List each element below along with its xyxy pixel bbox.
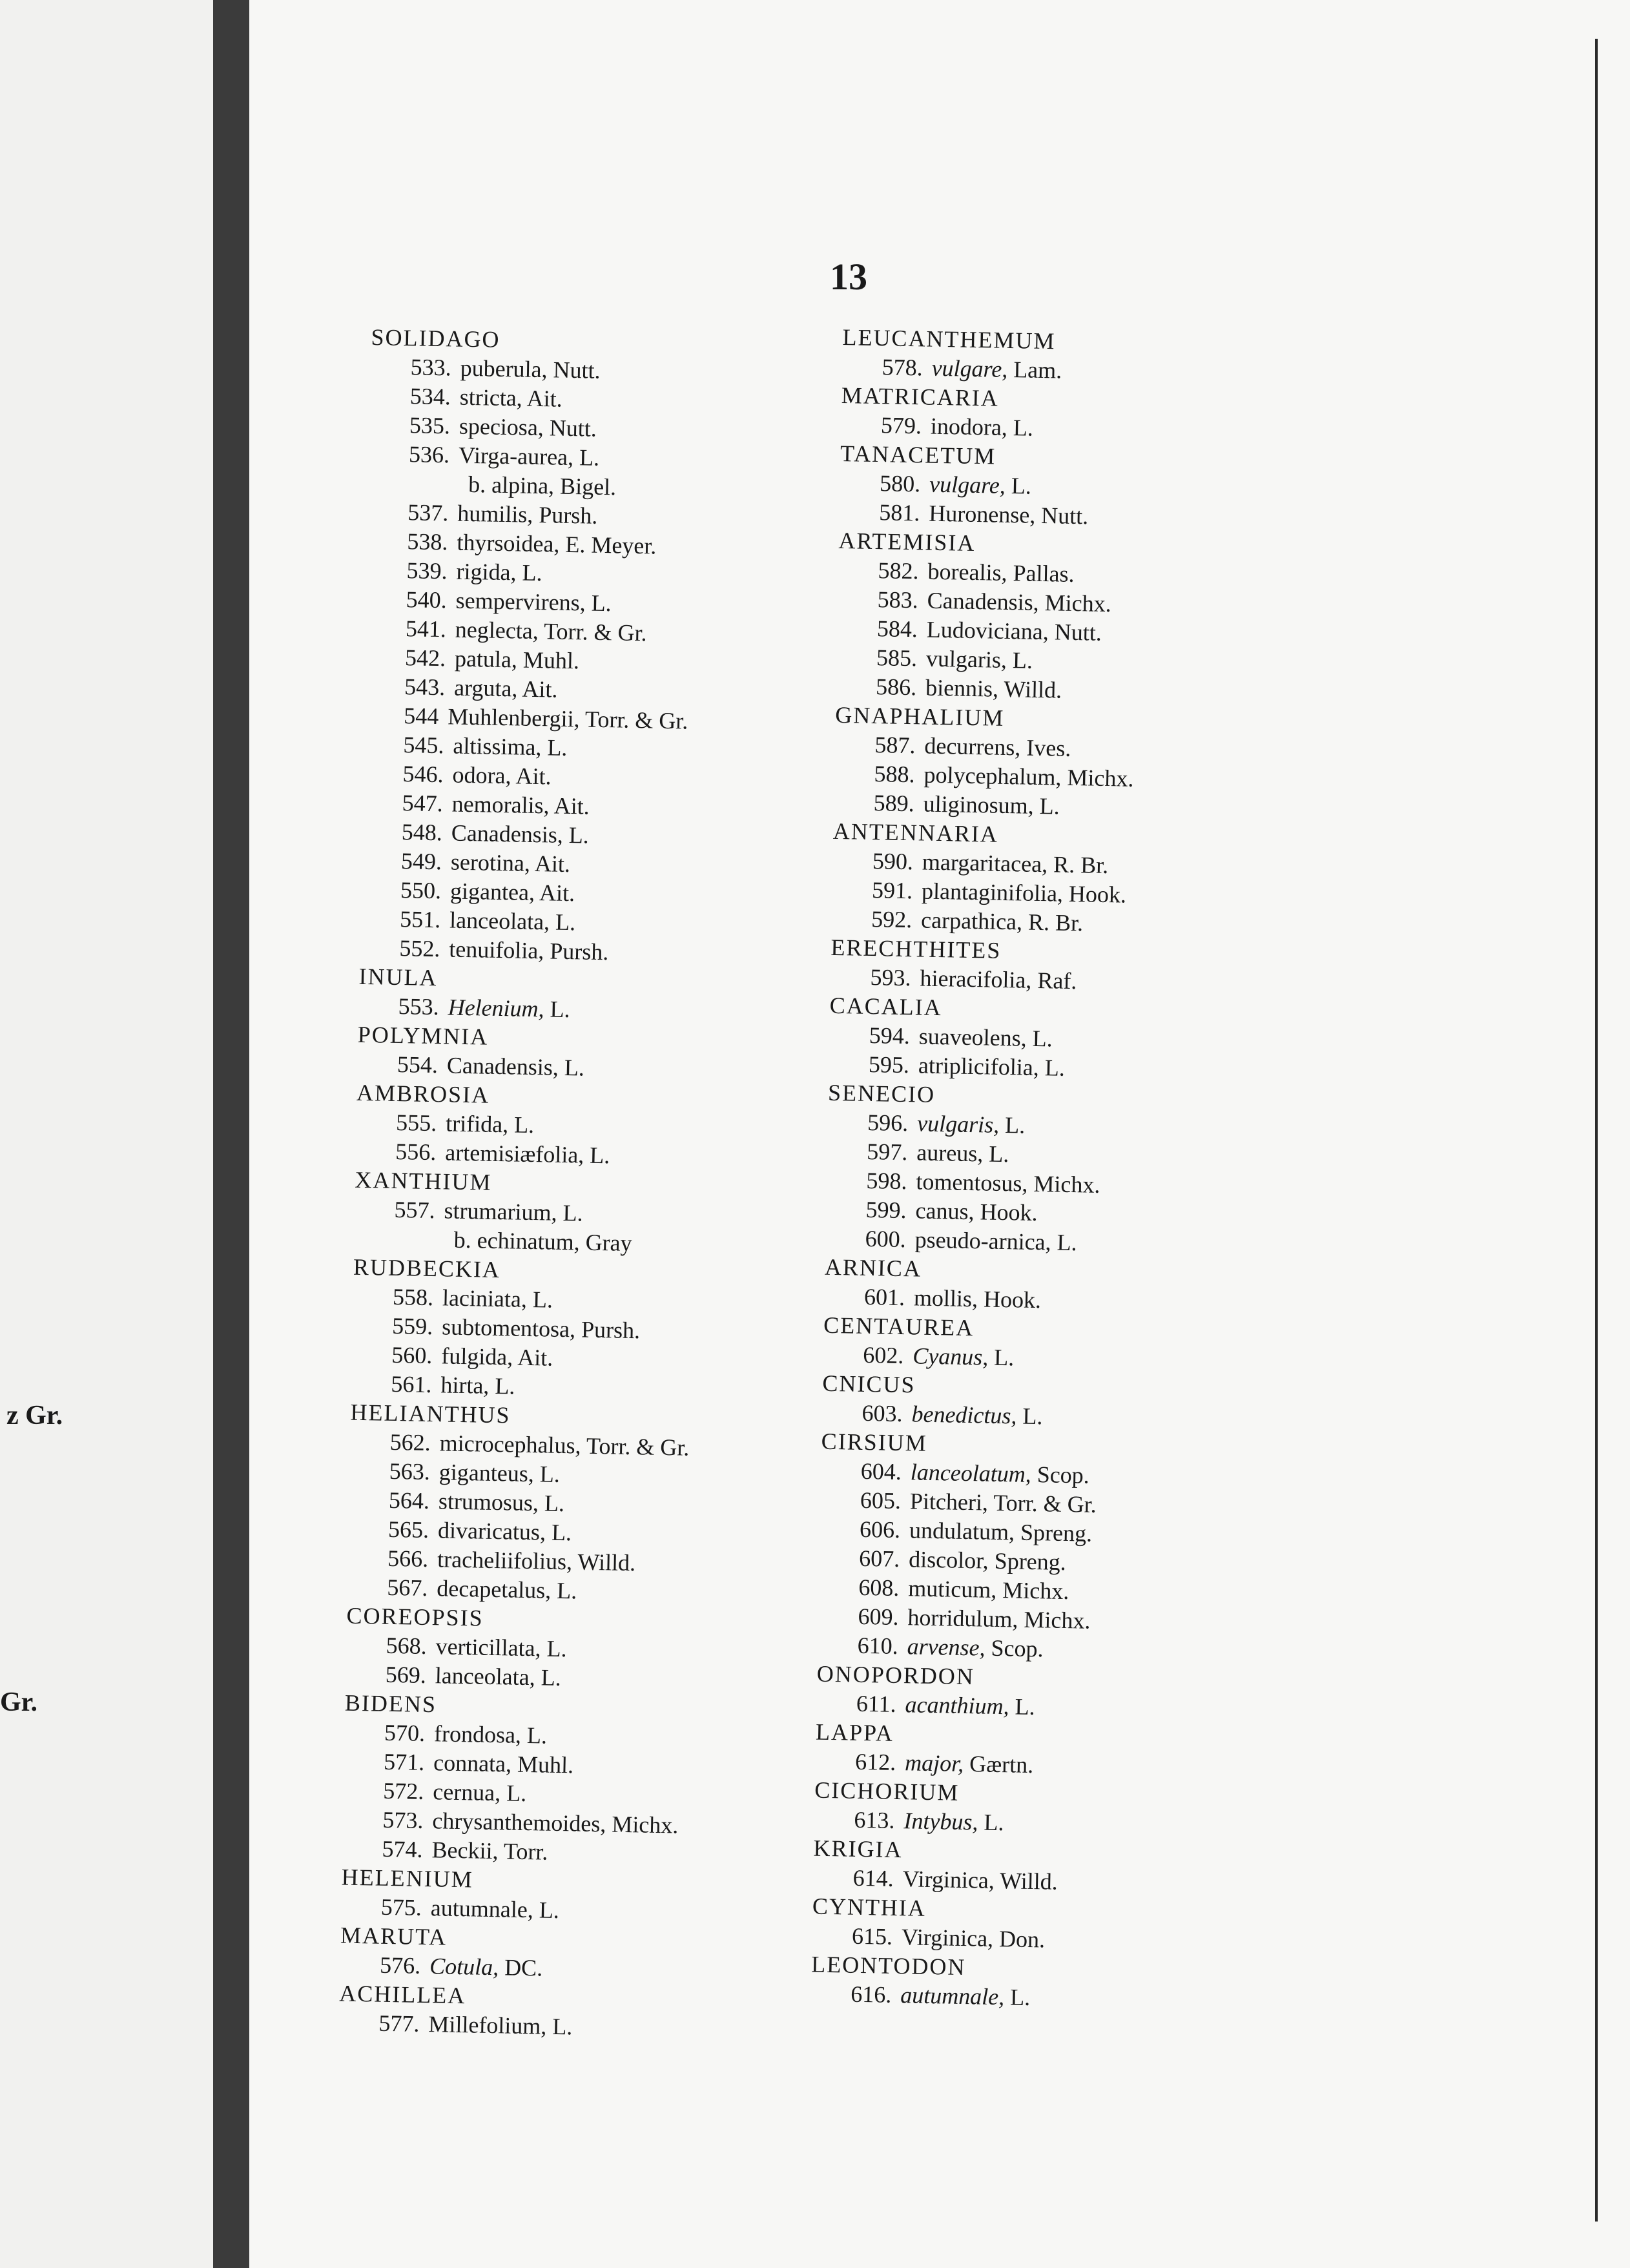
species-number: 589. [873,790,915,817]
species-number: 548. [401,819,443,846]
page-edge-line [1595,39,1598,2222]
species-name: suaveolens, [918,1023,1027,1051]
genus-heading: CICHORIUM [814,1777,960,1806]
species-name: undulatum, [909,1517,1015,1545]
species-name: arguta, [453,674,518,702]
species-number: 561. [391,1370,432,1398]
species-entry [810,1979,1111,2014]
species-name: Intybus, [903,1808,978,1835]
species-author: Michx. [1033,1170,1100,1198]
species-author: Ait. [515,763,552,790]
species-number: 550. [400,877,442,904]
species-name: vulgaris, [925,645,1007,673]
species-name: frondosa, [433,1720,522,1748]
species-number: 559. [391,1312,433,1340]
species-number: 580. [879,470,921,497]
species-author: Scop. [1037,1461,1090,1489]
species-name: nemoralis, [451,790,550,819]
species-name: Pitcheri, [909,1488,989,1516]
species-name: gigantea, [449,878,535,906]
genus-heading: ARTEMISIA [838,527,976,557]
species-author: L. [1044,1055,1066,1081]
species-name: autumnale, [430,1895,534,1923]
species-author: Michx. [1024,1606,1091,1634]
genus-heading: INULA [358,963,438,991]
species-name: acanthium, [905,1691,1009,1720]
species-number: 577. [378,2010,420,2037]
species-author: L. [1004,1112,1026,1139]
species-author: L. [539,1461,561,1487]
species-author: L. [1022,1403,1043,1430]
species-author: Hook. [980,1199,1038,1226]
genus-heading: RUDBECKIA [353,1253,501,1283]
species-author: Muhl. [517,1751,574,1778]
species-number: 578. [882,354,923,381]
species-number: 608. [858,1574,900,1602]
species-number: 540. [406,586,448,613]
species-name: Cyanus, [912,1343,989,1370]
species-number: 598. [866,1167,907,1195]
species-name: plantaginifolia, [921,878,1064,907]
species-author: Michx. [1002,1577,1069,1605]
species-author: L. [579,444,600,471]
genus-heading: LAPPA [815,1718,894,1746]
species-name: humilis, [457,500,533,528]
species-number: 542. [404,644,446,672]
species-name: horridulum, [907,1604,1018,1633]
species-author: Spreng. [994,1547,1067,1575]
species-number: 571. [383,1748,425,1775]
species-author: Ait. [534,850,571,878]
species-author: Nutt. [1040,502,1089,530]
species-author: Hook. [983,1286,1042,1314]
species-number: 581. [878,499,920,526]
book-spine [213,0,249,2268]
genus-heading: LEUCANTHEMUM [842,324,1056,355]
species-name: margaritacea, [922,849,1048,878]
species-author: L. [1012,647,1033,674]
genus-heading: HELIANTHUS [350,1399,511,1428]
species-number: 538. [407,528,448,555]
species-number: 615. [851,1923,893,1950]
species-author: Willd. [1004,675,1062,703]
genus-heading: GNAPHALIUM [834,701,1005,731]
species-author: L. [1011,473,1032,499]
species-number: 591. [871,877,913,904]
species-name: cernua, [432,1778,501,1806]
species-author: Pursh. [581,1316,641,1344]
species-number: 596. [867,1109,909,1137]
species-name: pseudo-arnica, [914,1226,1052,1255]
species-name: polycephalum, [923,761,1062,790]
species-number: 575. [380,1893,422,1921]
species-author: Pallas. [1013,560,1075,587]
species-name: sempervirens, [455,587,586,616]
species-number: 556. [395,1138,437,1166]
species-name: atriplicifolia, [918,1052,1040,1081]
species-number: 583. [877,586,919,613]
species-name: autumnale, [900,1982,1005,2010]
variety-entry: b. alpina, Bigel. [468,471,617,500]
genus-heading: SENECIO [827,1079,936,1108]
species-number: 592. [871,906,913,933]
genus-heading: CNICUS [822,1370,916,1398]
species-number: 607. [858,1545,900,1572]
species-number: 616. [850,1981,892,2008]
species-number: 595. [868,1051,910,1078]
species-author: Gærtn. [969,1751,1034,1778]
genus-heading: CACALIA [829,992,943,1021]
species-author: Ait. [522,675,558,703]
species-name: major, [904,1749,964,1777]
species-author: Torr. & Gr. [584,706,688,734]
species-name: Virginica, [902,1866,995,1893]
species-number: 585. [876,644,918,672]
species-number: 600. [865,1225,907,1253]
species-number: 601. [863,1283,905,1311]
genus-heading: MATRICARIA [841,382,1000,411]
species-author: Pursh. [538,502,598,529]
genus-heading: ONOPORDON [816,1660,975,1690]
species-author: L. [551,1519,572,1546]
species-author: Michx. [1067,764,1134,792]
species-name: Muhlenbergii, [447,703,580,732]
species-name: tomentosus, [916,1168,1028,1197]
species-number: 544 [403,703,439,730]
species-name: Canadensis, [927,587,1040,615]
species-author: L. [555,909,576,936]
species-name: Virginica, [901,1924,994,1952]
species-author: L. [539,1897,560,1924]
species-number: 563. [389,1458,431,1485]
species-number: 611. [856,1690,897,1717]
previous-page-edge [0,0,213,2268]
species-name: carpathica, [920,907,1023,935]
species-name: divaricatus, [437,1517,546,1545]
species-author: Hook. [1068,880,1127,908]
species-number: 564. [388,1487,430,1514]
page-number: 13 [830,256,867,298]
species-number: 554. [397,1051,438,1078]
species-number: 535. [409,412,451,439]
species-number: 555. [395,1109,437,1137]
species-number: 587. [874,732,916,759]
species-number: 604. [860,1458,902,1485]
species-author: L. [532,1286,553,1313]
species-author: Willd. [999,1868,1058,1895]
species-author: L. [568,822,590,849]
species-name: Huronense, [928,500,1036,528]
species-author: L. [993,1344,1015,1371]
species-author: Pursh. [549,938,609,965]
species-author: Lam. [1013,356,1062,384]
species-number: 594. [869,1022,911,1049]
genus-heading: SOLIDAGO [371,324,500,353]
genus-heading: AMBROSIA [356,1079,490,1108]
species-name: tenuifolia, [449,936,544,964]
species-number: 541. [405,615,447,643]
species-author: Torr. [503,1838,548,1865]
species-author: Torr. & Gr. [993,1489,1097,1518]
species-name: mollis, [913,1284,978,1312]
species-author: L. [556,1577,577,1604]
species-number: 562. [389,1428,431,1456]
species-author: Nutt. [553,356,601,384]
species-number: 543. [404,674,446,701]
species-number: 606. [859,1516,901,1543]
species-number: 552. [399,935,440,962]
species-name: connata, [433,1749,512,1777]
species-name: speciosa, [459,413,544,441]
genus-heading: COREOPSIS [346,1602,484,1631]
species-number: 537. [407,499,449,526]
species-name: Helenium, [448,994,545,1022]
species-author: L. [550,996,571,1023]
species-number: 539. [406,557,448,584]
species-name: hieracifolia, [920,965,1032,993]
species-name: Cotula, [429,1953,499,1981]
genus-heading: ANTENNARIA [832,818,999,847]
species-name: vulgaris, [916,1110,1000,1138]
species-name: Ludoviciana, [926,616,1049,645]
species-name: verticillata, [435,1633,541,1662]
left-column [338,323,711,2044]
species-name: decapetalus, [437,1575,552,1603]
species-author: DC. [504,1954,543,1981]
species-author: L. [495,1372,515,1399]
genus-heading: LEONTODON [810,1951,966,1981]
species-number: 579. [880,412,922,439]
species-author: Spreng. [1020,1519,1093,1547]
species-author: Nutt. [549,415,597,442]
species-number: 584. [876,615,918,643]
species-name: laciniata, [442,1284,528,1312]
species-name: odora, [452,761,511,789]
species-number: 560. [391,1341,433,1369]
species-author: L. [513,1111,535,1139]
species-number: 547. [402,790,444,817]
species-number: 557. [394,1196,436,1224]
species-author: L. [547,734,568,761]
species-name: serotina, [450,849,531,876]
species-author: Torr. & Gr. [586,1432,690,1461]
species-name: Canadensis, [451,820,564,848]
species-name: neglecta, [455,616,539,644]
margin-fragment: z Gr. [6,1401,63,1430]
species-number: 566. [387,1545,429,1572]
species-author: L. [1013,415,1034,441]
genus-heading: ARNICA [824,1253,922,1282]
species-name: uliginosum, [923,790,1035,819]
species-author: L. [988,1140,1009,1168]
species-name: benedictus, [911,1401,1017,1429]
species-author: E. Meyer. [565,531,657,559]
species-number: 605. [860,1487,902,1514]
genus-heading: CIRSIUM [821,1428,928,1456]
species-number: 593. [870,964,911,991]
species-number: 614. [852,1864,894,1892]
species-author: L. [1039,792,1060,820]
species-name: lanceolatum, [910,1459,1032,1487]
species-name: strumarium, [444,1197,557,1226]
species-number: 597. [866,1138,908,1166]
species-number: 536. [408,441,450,468]
species-number: 603. [861,1399,903,1427]
genus-heading: TANACETUM [840,440,996,469]
species-author: Michx. [1044,590,1112,617]
species-name: Virga-aurea, [458,442,574,471]
species-name: tracheliifolius, [437,1546,573,1575]
genus-heading: KRIGIA [813,1835,903,1863]
species-author: L. [562,1199,583,1226]
species-name: puberula, [460,355,548,383]
species-author: Ait. [553,792,590,820]
species-author: Don. [998,1926,1046,1953]
species-name: Beckii, [431,1837,499,1864]
species-number: 599. [865,1196,907,1224]
species-number: 549. [400,848,442,875]
species-name: discolor, [908,1546,989,1574]
species-number: 565. [387,1516,429,1543]
species-number: 590. [872,848,914,875]
species-author: R. Br. [1027,909,1084,936]
genus-heading: ACHILLEA [338,1980,466,2009]
species-name: decurrens, [924,732,1021,761]
species-number: 573. [382,1806,424,1833]
species-author: Ait. [517,1344,553,1371]
species-author: L. [1032,1025,1053,1052]
species-name: thyrsoidea, [457,529,560,557]
species-name: muticum, [908,1575,997,1603]
species-name: trifida, [445,1110,509,1138]
species-name: microcephalus, [439,1430,581,1459]
species-author: L. [984,1809,1004,1836]
species-number: 602. [862,1341,904,1369]
species-author: Ait. [539,880,575,907]
variety-entry: b. echinatum, Gray [453,1226,633,1257]
species-name: lanceolata, [435,1662,536,1691]
species-name: strumosus, [438,1488,539,1516]
species-author: Raf. [1037,967,1077,995]
margin-fragment: Gr. [0,1687,37,1717]
species-number: 582. [878,557,920,584]
species-author: Willd. [577,1549,636,1576]
genus-heading: MARUTA [340,1922,448,1950]
species-number: 586. [875,674,917,701]
genus-heading: POLYMNIA [357,1021,489,1050]
species-name: altissima, [453,732,542,761]
species-author: L. [506,1780,527,1807]
species-name: biennis, [925,674,999,702]
species-name: inodora, [930,413,1008,440]
species-number: 546. [402,761,444,788]
species-author: L. [564,1054,585,1081]
species-number: 609. [858,1603,899,1631]
species-author: R. Br. [1053,851,1109,879]
species-author: L. [589,1142,610,1169]
species-number: 533. [410,354,452,381]
species-name: vulgare, [929,471,1006,499]
species-author: L. [1057,1229,1078,1256]
species-author: L. [541,1664,562,1691]
species-author: L. [1009,1984,1031,2011]
species-author: L. [546,1635,567,1662]
species-name: borealis, [927,558,1007,586]
right-column [810,323,1142,2014]
species-number: 610. [857,1632,899,1660]
species-author: L. [544,1490,565,1517]
species-number: 558. [392,1283,434,1311]
species-name: aureus, [916,1139,984,1167]
species-name: Millefolium, [428,2011,547,2039]
species-number: 567. [387,1574,428,1602]
species-name: artemisiæfolia, [444,1139,584,1168]
species-number: 551. [399,906,441,933]
species-author: Muhl. [522,646,580,674]
species-name: vulgare, [931,355,1008,382]
genus-heading: ERECHTHITES [830,934,1002,964]
species-number: 534. [409,383,451,410]
species-name: subtomentosa, [441,1314,576,1343]
species-author: Ait. [526,385,563,412]
species-name: chrysanthemoides, [432,1808,606,1837]
species-name: rigida, [456,558,517,586]
species-author: L. [1015,1693,1035,1720]
species-number: 612. [854,1748,896,1775]
species-name: Canadensis, [446,1052,559,1080]
genus-heading: BIDENS [344,1689,437,1718]
species-author: L. [522,559,542,586]
species-name: giganteus, [438,1459,535,1487]
species-name: hirta, [440,1372,490,1399]
species-author: Torr. & Gr. [543,618,647,646]
species-author: L. [591,590,612,617]
species-number: 568. [386,1632,428,1660]
species-number: 576. [379,1952,421,1979]
genus-heading: HELENIUM [341,1864,474,1893]
species-name: lanceolata, [449,907,550,935]
species-name: stricta, [459,384,523,411]
species-author: Scop. [991,1634,1044,1662]
species-number: 570. [384,1719,426,1746]
species-author: Michx. [611,1811,679,1839]
species-author: L. [552,2013,573,2040]
species-author: L. [526,1722,548,1749]
species-author: Ives. [1026,734,1071,761]
species-number: 569. [385,1661,427,1689]
genus-heading: CYNTHIA [812,1893,927,1921]
species-number: 613. [854,1806,895,1833]
genus-heading: XANTHIUM [355,1166,492,1195]
species-author: Nutt. [1054,619,1102,646]
species-name: arvense, [907,1633,986,1661]
species-name: canus, [915,1197,975,1225]
genus-heading: CENTAUREA [823,1312,975,1341]
species-number: 588. [874,761,915,788]
species-number: 553. [398,993,440,1020]
species-number: 572. [382,1777,424,1804]
species-number: 574. [382,1835,424,1862]
species-name: patula, [454,645,518,673]
species-number: 545. [403,732,444,759]
species-name: fulgida, [440,1343,513,1370]
